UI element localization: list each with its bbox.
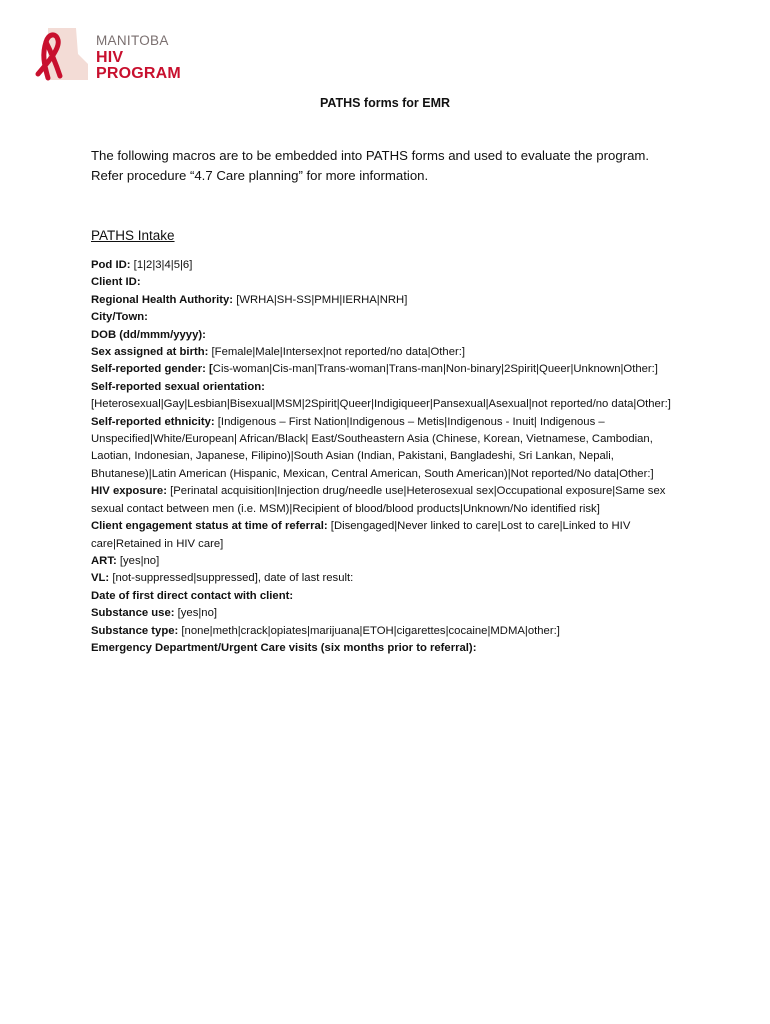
field-label: Client ID: — [91, 276, 141, 289]
manitoba-hiv-program-logo — [26, 24, 181, 82]
intro-line-2: Refer procedure “4.7 Care planning” for more information. — [91, 168, 429, 183]
field-value: [Indigenous – First Nation|Indigenous – Metis|Indigenous - Inuit| Indigenous – Unspecified|White/European| African/Black| East/Southeastern Asia (Chinese, Korean, Vietnamese, Cambodian, Laotian, Indonesian, Japanese, Filipino)|South Asian (Indian, Pakistani, Bangladeshi, Sri Lankan, Nepali, Bhutanese)|Latin American (Hispanic, Mexican, Central American, South American)|Not reported/No data|Other:] — [91, 415, 654, 480]
field-label: Regional Health Authority: — [91, 293, 234, 306]
field-city-town — [91, 309, 687, 326]
field-label: Date of first direct contact with client: — [91, 589, 294, 602]
field-ethnicity — [91, 414, 687, 484]
field-first-contact-date — [91, 588, 687, 605]
field-value: [not-suppressed|suppressed], date of last result: — [109, 572, 354, 585]
intro-paragraph — [91, 146, 711, 186]
field-hiv-exposure — [91, 483, 687, 518]
field-label: Self-reported gender: [ — [91, 363, 213, 376]
field-label: VL: — [91, 572, 110, 585]
field-label: Pod ID: — [91, 259, 131, 271]
section-heading: PATHS Intake — [91, 228, 175, 243]
field-label: City/Town: — [91, 311, 148, 324]
field-art — [91, 553, 687, 570]
field-gender — [91, 361, 687, 378]
field-label: Self-reported sexual orientation: — [91, 380, 265, 393]
field-substance-type — [91, 623, 687, 640]
field-label: Sex assigned at birth: — [91, 346, 209, 359]
field-client-id — [91, 274, 687, 291]
field-value: Cis-woman|Cis-man|Trans-woman|Trans-man|Non-binary|2Spirit|Queer|Unknown|Other:] — [212, 363, 658, 376]
field-sexual-orientation — [91, 379, 687, 414]
field-label: HIV exposure: — [91, 485, 167, 498]
field-value: [WRHA|SH-SS|PMH|IERHA|NRH] — [233, 293, 408, 306]
field-vl — [91, 570, 687, 587]
intro-line-1: The following macros are to be embedded into PATHS forms and used to evaluate the program. — [91, 148, 650, 163]
field-ed-visits — [91, 640, 687, 657]
intake-field-list — [91, 257, 687, 657]
field-pod-id — [91, 257, 687, 274]
logo-line-2: HIV PROGRAM — [96, 48, 181, 82]
field-dob — [91, 327, 687, 344]
document-title: PATHS forms for EMR — [319, 96, 451, 110]
field-value: [Disengaged|Never linked to care|Lost to care|Linked to HIV care|Retained in HIV care] — [91, 520, 631, 550]
field-label: Substance type: — [91, 624, 179, 637]
logo-line-1: MANITOBA — [96, 33, 169, 48]
ribbon-map-icon — [26, 24, 96, 82]
field-value: [yes|no] — [116, 554, 160, 567]
field-value: [Heterosexual|Gay|Lesbian|Bisexual|MSM|2Spirit|Queer|Indigiqueer|Pansexual|Asexual|not reported/no data|Other:] — [91, 398, 671, 411]
field-value: [none|meth|crack|opiates|marijuana|ETOH|cigarettes|cocaine|MDMA|other:] — [178, 624, 560, 637]
field-sex-at-birth — [91, 344, 687, 361]
field-engagement-status — [91, 518, 687, 553]
field-regional-health-authority — [91, 292, 687, 309]
field-value: [Female|Male|Intersex|not reported/no data|Other:] — [208, 346, 466, 359]
field-value: [Perinatal acquisition|Injection drug/needle use|Heterosexual sex|Occupational exposure|Same sex sexual contact between men (i.e. MSM)|Recipient of blood/blood products|Unknown/No identified risk] — [91, 485, 666, 515]
field-label: Client engagement status at time of referral: — [91, 520, 328, 533]
field-substance-use — [91, 605, 687, 622]
field-label: Emergency Department/Urgent Care visits (six months prior to referral): — [91, 641, 477, 654]
field-value: [1|2|3|4|5|6] — [130, 259, 193, 271]
field-label: DOB (dd/mmm/yyyy): — [91, 328, 206, 341]
field-label: ART: — [91, 554, 117, 567]
field-value: [yes|no] — [174, 607, 217, 620]
field-label: Self-reported ethnicity: — [91, 415, 215, 428]
field-label: Substance use: — [91, 607, 175, 620]
